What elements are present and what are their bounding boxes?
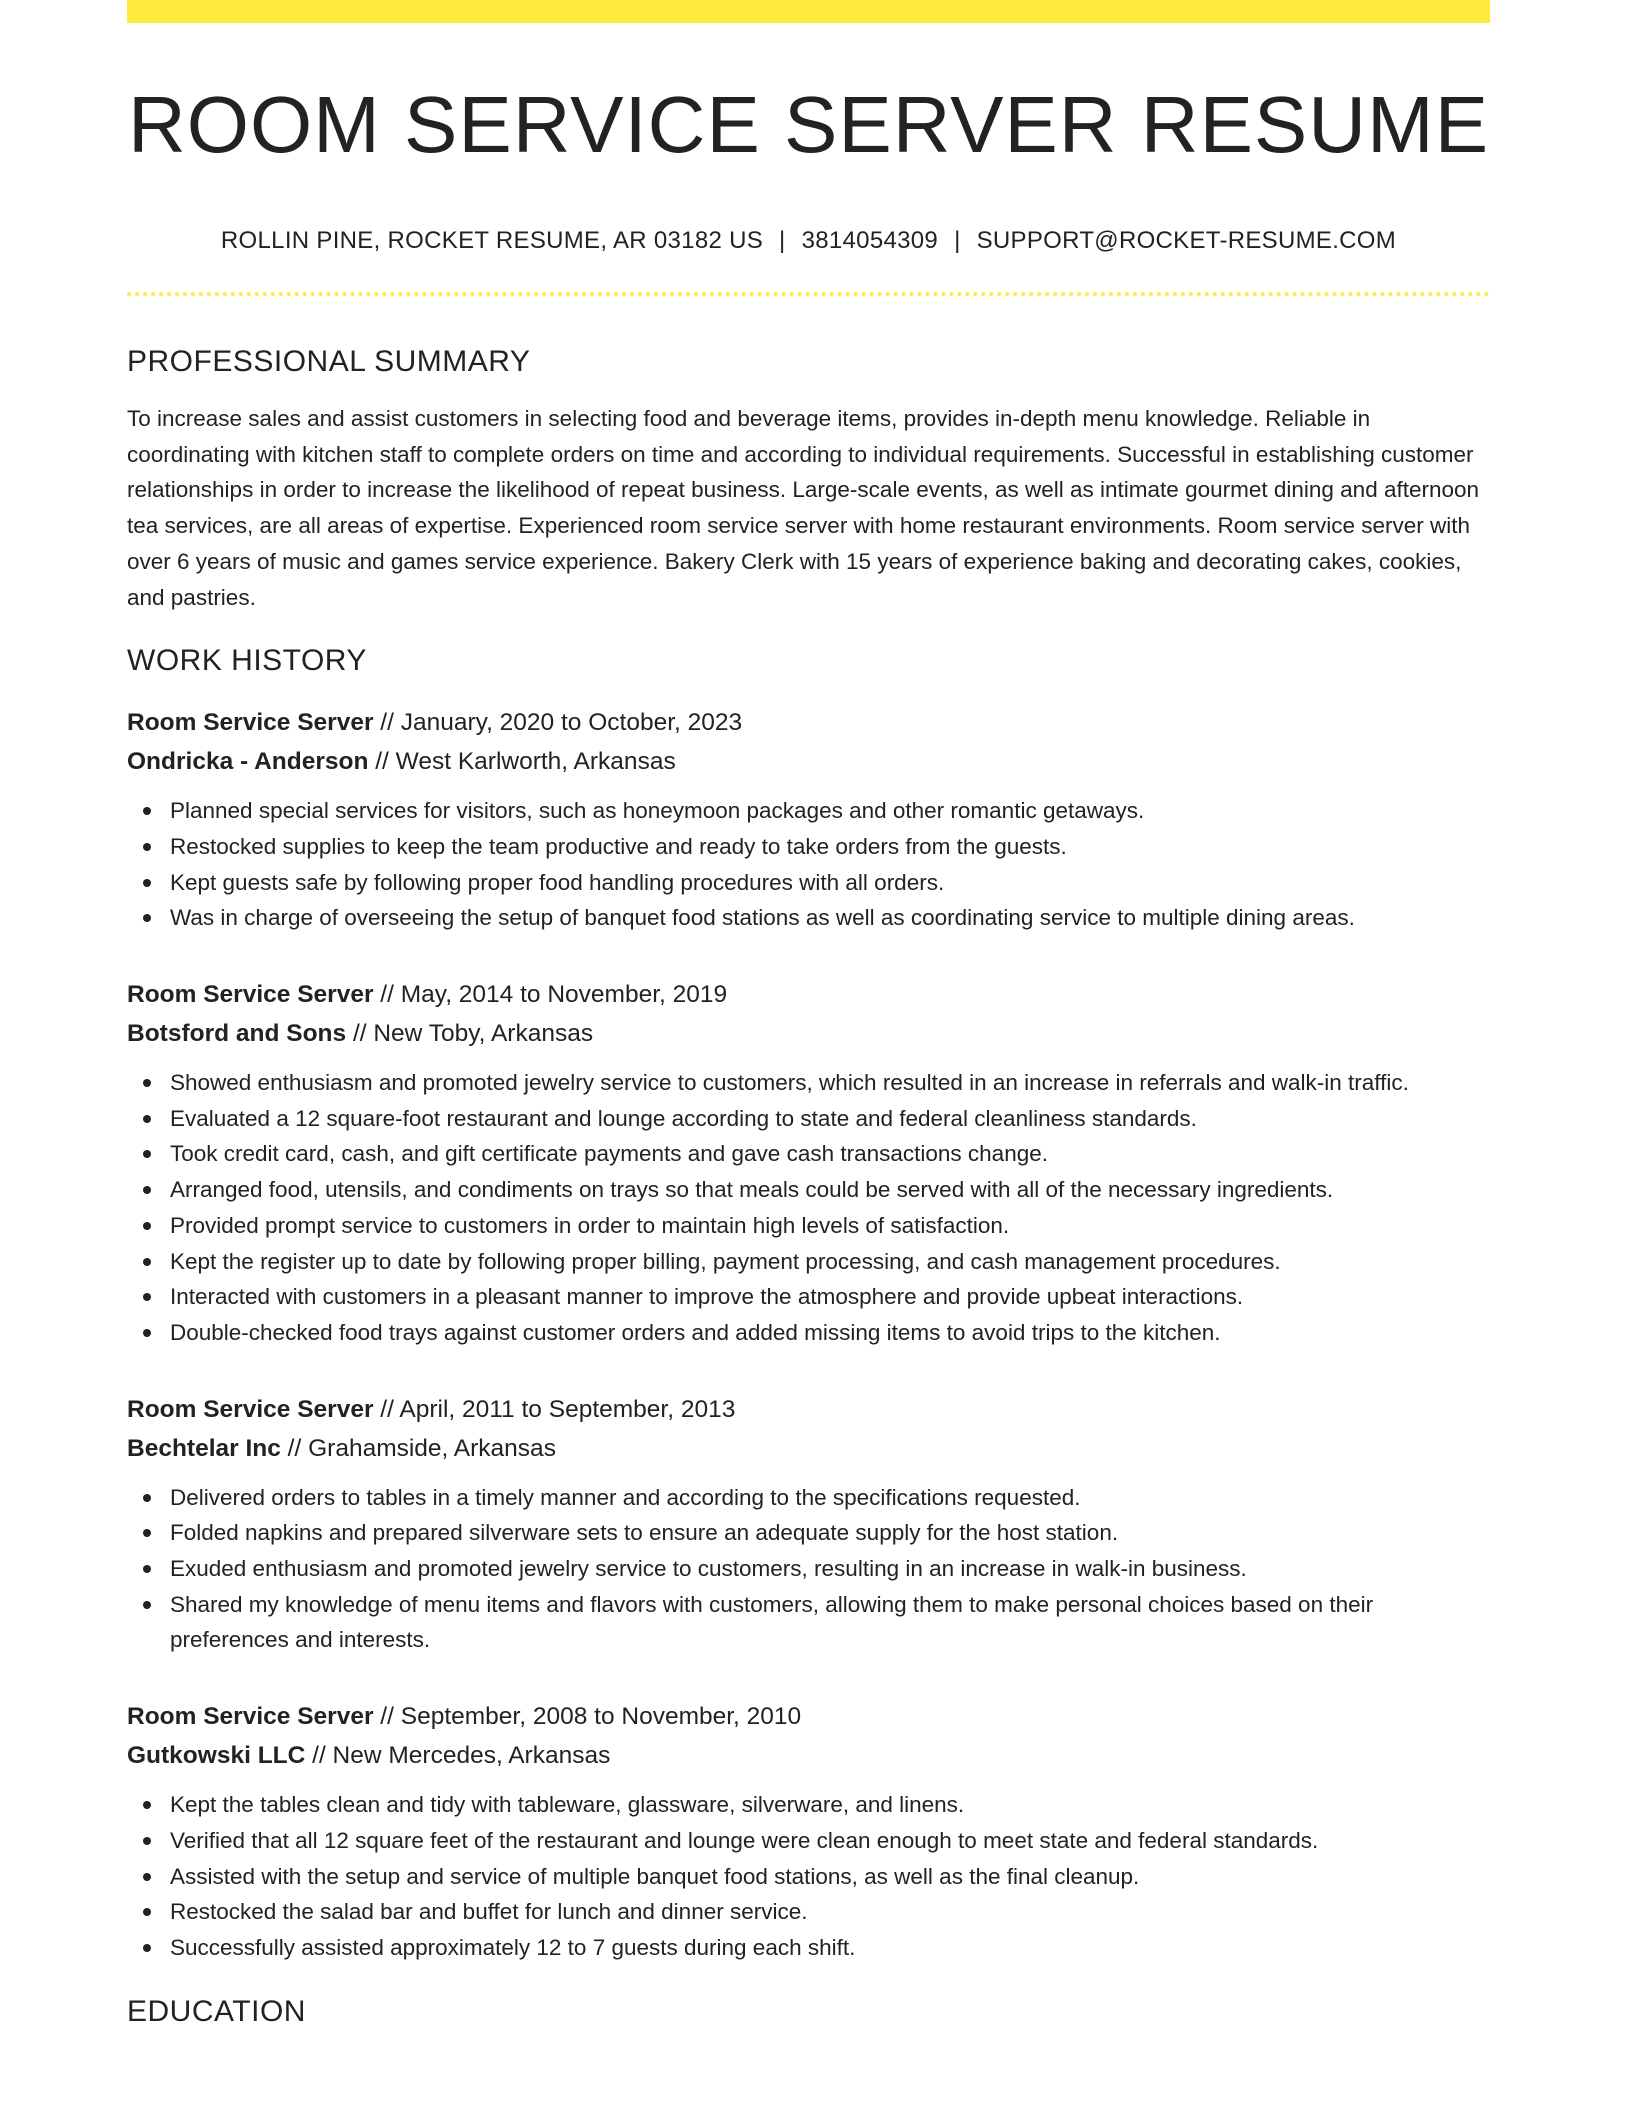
job-entry [127, 1697, 1490, 1966]
job-bullet: Folded napkins and prepared silverware sets to ensure an adequate supply for the host station. [127, 1515, 1490, 1551]
job-entry [127, 1390, 1490, 1659]
job-dates: // January, 2020 to October, 2023 [373, 709, 743, 737]
job-company: Botsford and Sons [127, 1020, 347, 1048]
job-bullet: Delivered orders to tables in a timely manner and according to the specifications requested. [127, 1480, 1490, 1516]
contact-separator: | [954, 227, 961, 254]
resume-page [127, 0, 1490, 2030]
job-location: // New Toby, Arkansas [346, 1020, 594, 1048]
job-company-line [127, 1736, 1490, 1775]
job-bullet: Kept guests safe by following proper food handling procedures with all orders. [127, 865, 1490, 901]
job-dates: // May, 2014 to November, 2019 [373, 981, 728, 1009]
job-company-line [127, 1429, 1490, 1468]
job-company-line [127, 1014, 1490, 1053]
job-title-line [127, 975, 1490, 1014]
job-bullet: Verified that all 12 square feet of the restaurant and lounge were clean enough to meet state and federal standards. [127, 1823, 1490, 1859]
job-bullet: Shared my knowledge of menu items and flavors with customers, allowing them to make personal choices based on their preferences and interests. [127, 1587, 1490, 1658]
job-bullet: Restocked the salad bar and buffet for lunch and dinner service. [127, 1894, 1490, 1930]
job-bullet: Successfully assisted approximately 12 to 7 guests during each shift. [127, 1930, 1490, 1966]
job-title-line [127, 1390, 1490, 1429]
job-company-line [127, 742, 1490, 781]
job-bullet: Exuded enthusiasm and promoted jewelry service to customers, resulting in an increase in walk-in business. [127, 1551, 1490, 1587]
job-bullets [127, 1065, 1490, 1351]
summary-heading: PROFESSIONAL SUMMARY [127, 345, 531, 378]
job-dates: // April, 2011 to September, 2013 [373, 1395, 736, 1423]
summary-text: To increase sales and assist customers in selecting food and beverage items, provides in-depth menu knowledge. Reliable in coordinating with kitchen staff to complete orders on time and according to individual requirements. Successful in establishing customer relationships in order to increase the likelihood of repeat business. Large-scale events, as well as intimate gourmet dining and afternoon tea services, are all areas of expertise. Experienced room service server with home restaurant environments. Room service server with over 6 years of music and games service experience. Bakery Clerk with 15 years of experience baking and decorating cakes, cookies, and pastries. [127, 406, 1480, 610]
job-bullet: Took credit card, cash, and gift certificate payments and gave cash transactions change. [127, 1136, 1490, 1172]
job-entry [127, 975, 1490, 1351]
job-entry [127, 703, 1490, 936]
job-bullet: Restocked supplies to keep the team productive and ready to take orders from the guests. [127, 829, 1490, 865]
contact-address: ROLLIN PINE, ROCKET RESUME, AR 03182 US [220, 227, 764, 254]
job-location: // West Karlworth, Arkansas [368, 748, 676, 776]
dotted-divider [127, 292, 1490, 296]
contact-email: SUPPORT@ROCKET-RESUME.COM [976, 227, 1397, 254]
education-heading: EDUCATION [127, 1994, 306, 2028]
job-title-line [127, 1697, 1490, 1736]
job-location: // New Mercedes, Arkansas [305, 1742, 611, 1770]
contact-line [127, 227, 1490, 255]
job-bullet: Kept the tables clean and tidy with tableware, glassware, silverware, and linens. [127, 1787, 1490, 1823]
job-bullets [127, 793, 1490, 936]
job-title: Room Service Server [127, 1395, 374, 1423]
job-title-line [127, 703, 1490, 742]
job-bullet: Assisted with the setup and service of multiple banquet food stations, as well as the final cleanup. [127, 1859, 1490, 1895]
job-bullet: Interacted with customers in a pleasant manner to improve the atmosphere and provide upbeat interactions. [127, 1279, 1490, 1315]
job-bullet: Provided prompt service to customers in order to maintain high levels of satisfaction. [127, 1208, 1490, 1244]
top-accent-bar [127, 0, 1490, 23]
job-bullets [127, 1480, 1490, 1659]
job-company: Bechtelar Inc [127, 1434, 281, 1462]
work-history-heading: WORK HISTORY [127, 644, 367, 678]
job-title: Room Service Server [127, 709, 374, 737]
job-company: Gutkowski LLC [127, 1742, 306, 1770]
work-history-list [127, 703, 1490, 1965]
job-bullet: Was in charge of overseeing the setup of banquet food stations as well as coordinating service to multiple dining areas. [127, 900, 1490, 936]
job-location: // Grahamside, Arkansas [280, 1434, 556, 1462]
job-title: Room Service Server [127, 981, 374, 1009]
job-bullet: Planned special services for visitors, such as honeymoon packages and other romantic getaways. [127, 793, 1490, 829]
contact-phone: 3814054309 [801, 227, 939, 254]
job-bullet: Arranged food, utensils, and condiments on trays so that meals could be served with all of the necessary ingredients. [127, 1172, 1490, 1208]
resume-title: ROOM SERVICE SERVER RESUME [127, 80, 1490, 169]
job-bullet: Evaluated a 12 square-foot restaurant and lounge according to state and federal cleanliness standards. [127, 1101, 1490, 1137]
job-bullet: Showed enthusiasm and promoted jewelry service to customers, which resulted in an increase in referrals and walk-in traffic. [127, 1065, 1490, 1101]
job-title: Room Service Server [127, 1703, 374, 1731]
contact-separator: | [779, 227, 786, 254]
job-bullets [127, 1787, 1490, 1966]
job-bullet: Kept the register up to date by following proper billing, payment processing, and cash management procedures. [127, 1244, 1490, 1280]
job-company: Ondricka - Anderson [127, 748, 369, 776]
job-bullet: Double-checked food trays against customer orders and added missing items to avoid trips to the kitchen. [127, 1315, 1490, 1351]
job-dates: // September, 2008 to November, 2010 [373, 1703, 802, 1731]
